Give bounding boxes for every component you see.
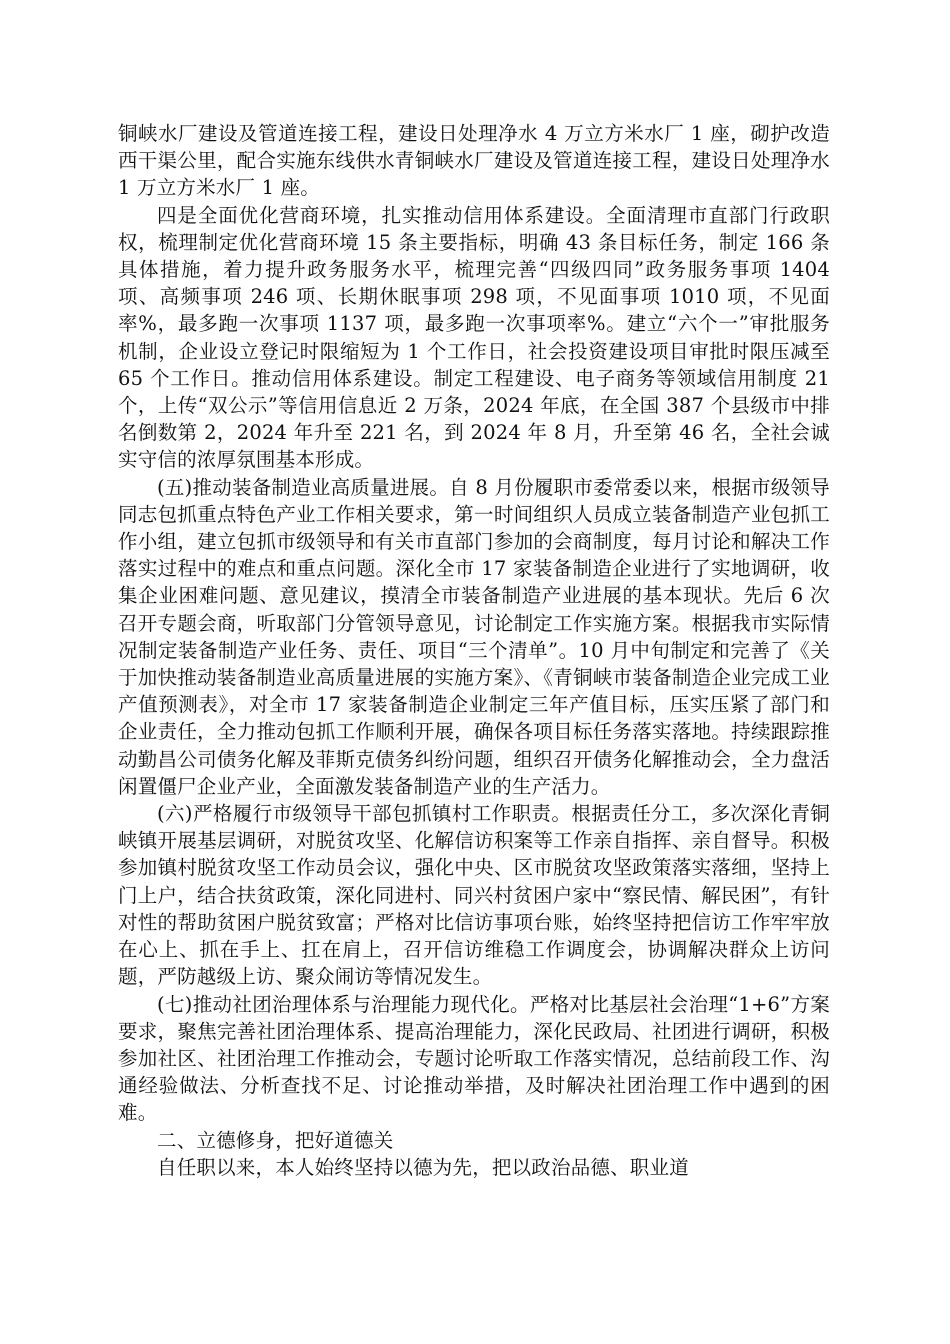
paragraph-water-plant: 铜峡水厂建设及管道连接工程，建设日处理净水 4 万立方米水厂 1 座，砌护改造西干渠公里，配合实施东线供水青铜峡水厂建设及管道连接工程，建设日处理净水 1 万立方米水厂 1 座。 — [118, 122, 830, 200]
paragraph-equipment-manufacturing: (五)推动装备制造业高质量进展。自 8 月份履职市委常委以来，根据市级领导同志包抓重点特色产业工作相关要求，第一时间组织人员成立装备制造产业包抓工作小组，建立包抓市级领导和有关市直部门参加的会商制度，每月讨论和解决工作落实过程中的难点和重点问题。深化全市 17 家装备制造企业进行了实地调研，收集企业困难问题、意见建议，摸清全市装备制造产业进展的基本现状。先后 6 次召开专题会商，听取部门分管领导意见，讨论制定工作实施方案。根据我市实际情况制定装备制造产业任务、责任、项目“三个清单”。10 月中旬制定和完善了《关于加快推动装备制造业高质量进展的实施方案》、《青铜峡市装备制造企业完成工业产值预测表》，对全市 17 家装备制造企业制定三年产值目标，压实压紧了部门和企业责任，全力推动包抓工作顺利开展，确保各项目标任务落实落地。持续跟踪推动勤昌公司债务化解及菲斯克债务纠纷问题，组织召开债务化解推动会，全力盘活闲置僵尸企业产业，全面激发装备制造产业的生产活力。 — [118, 475, 830, 798]
paragraph-business-environment: 四是全面优化营商环境，扎实推动信用体系建设。全面清理市直部门行政职权，梳理制定优化营商环境 15 条主要指标，明确 43 条目标任务，制定 166 条具体措施，着力提升政务服务水平，梳理完善“四级四同”政务服务事项 1404 项、高频事项 246 项、长期休眠事项 298 项，不见面事项 1010 项，不见面率%，最多跑一次事项 1137 项，最多跑一次事项率%。建立“六个一”审批服务机制，企业设立登记时限缩短为 1 个工作日，社会投资建设项目审批时限压减至 65 个工作日。推动信用体系建设。制定工程建设、电子商务等领域信用制度 21 个，上传“双公示”等信用信息近 2 万条，2024 年底，在全国 387 个县级市中排名倒数第 2，2024 年升至 221 名，到 2024 年 8 月，升至第 46 名，全社会诚实守信的浓厚氛围基本形成。 — [118, 203, 830, 472]
section-heading: 二、立德修身，把好道德关 — [157, 1128, 394, 1152]
paragraph-village-duties: (六)严格履行市级领导干部包抓镇村工作职责。根据责任分工，多次深化青铜峡镇开展基层调研，对脱贫攻坚、化解信访积案等工作亲自指挥、亲自督导。积极参加镇村脱贫攻坚工作动员会议，强化中央、区市脱贫攻坚政策落实落细，坚持上门上户，结合扶贫政策，深化同进村、同兴村贫困户家中“察民情、解民困”，有针对性的帮助贫困户脱贫致富；严格对比信访事项台账，始终坚持把信访工作牢牢放在心上、抓在手上、扛在肩上，召开信访维稳工作调度会，协调解决群众上访问题，严防越级上访、聚众闹访等情况发生。 — [118, 802, 830, 989]
document-body — [118, 120, 830, 1181]
paragraph-community-governance: (七)推动社团治理体系与治理能力现代化。严格对比基层社会治理“1+6”方案要求，聚焦完善社团治理体系、提高治理能力，深化民政局、社团进行调研，积极参加社区、社团治理工作推动会，专题讨论听取工作落实情况，总结前段工作、沟通经验做法、分析查找不足、讨论推动举措，及时解决社团治理工作中遇到的困难。 — [118, 992, 830, 1125]
paragraph-morality: 自任职以来，本人始终坚持以德为先，把以政治品德、职业道 — [157, 1155, 689, 1179]
